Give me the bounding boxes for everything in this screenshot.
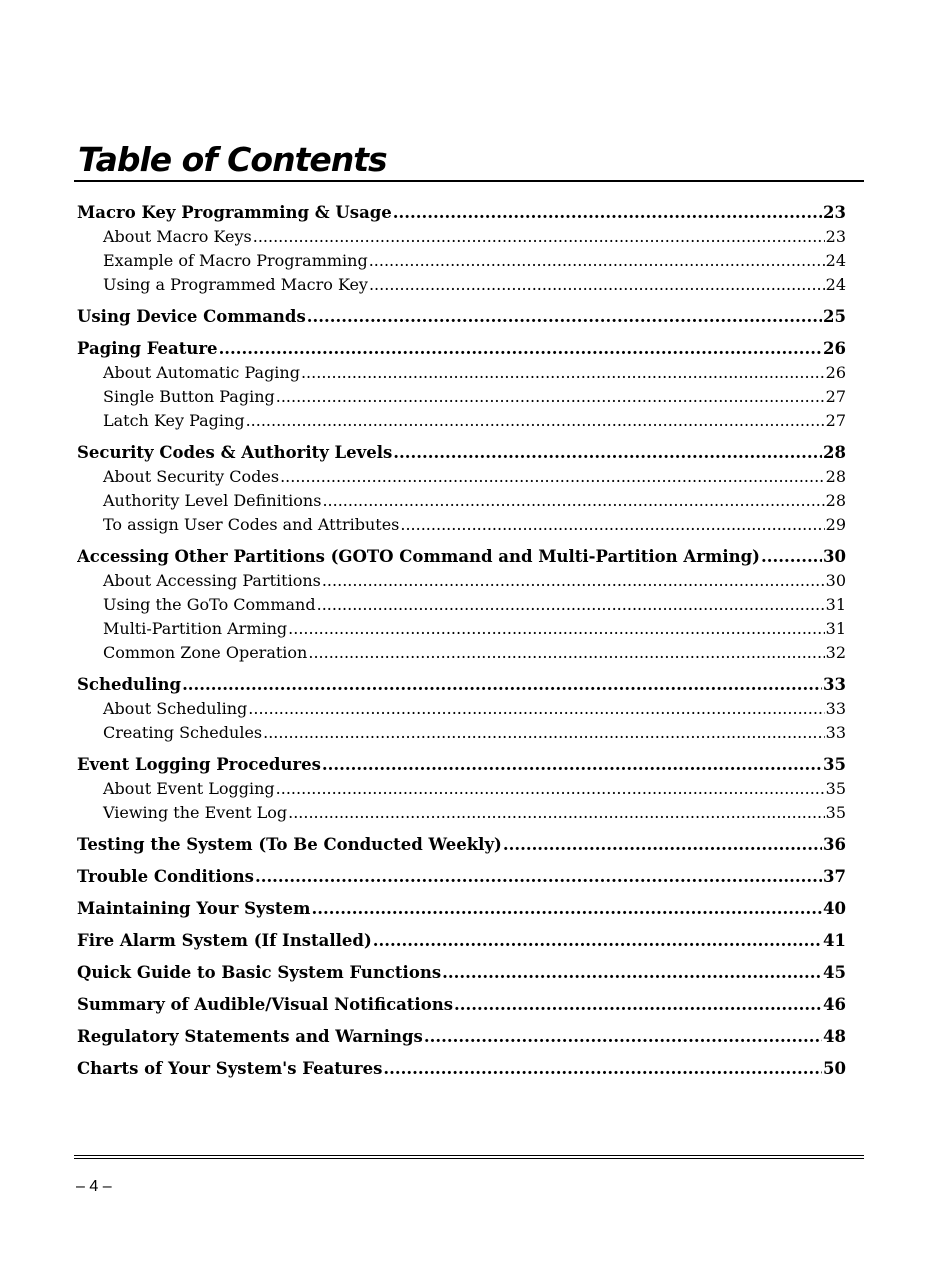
page-title: Table of Contents [78, 140, 387, 179]
toc-page-number: 29 [825, 515, 846, 534]
toc-section-title: Maintaining Your System [77, 899, 311, 918]
toc-subsection-title: Common Zone Operation [103, 643, 308, 662]
toc-section-entry [77, 1057, 846, 1081]
toc-subsection-title: About Event Logging [103, 779, 275, 798]
toc-section-entry [77, 897, 846, 921]
toc-section-title: Accessing Other Partitions (GOTO Command and Multi-Partition Arming) [77, 547, 760, 566]
toc-subsection-title: Single Button Paging [103, 387, 275, 406]
dot-leader [248, 697, 824, 721]
dot-leader [255, 865, 822, 889]
toc-page-number: 23 [823, 203, 846, 222]
dot-leader [393, 201, 822, 225]
page-number: – 4 – [76, 1178, 112, 1195]
footer-divider-bottom [74, 1158, 864, 1159]
dot-leader [276, 777, 825, 801]
dot-leader [317, 593, 825, 617]
toc-subsection-entry [77, 489, 846, 513]
toc-section-group [77, 993, 846, 1017]
toc-section-title: Paging Feature [77, 339, 218, 358]
toc-section-entry [77, 441, 846, 465]
toc-page-number: 24 [825, 251, 846, 270]
toc-page-number: 35 [825, 779, 846, 798]
dot-leader [322, 753, 822, 777]
toc-page-number: 31 [825, 619, 846, 638]
toc-subsection-entry [77, 273, 846, 297]
toc-page-number: 28 [825, 467, 846, 486]
toc-subsection-entry [77, 593, 846, 617]
toc-page-number: 26 [823, 339, 846, 358]
toc-subsection-entry [77, 465, 846, 489]
toc-section-title: Scheduling [77, 675, 182, 694]
dot-leader [307, 305, 822, 329]
toc-section-title: Using Device Commands [77, 307, 306, 326]
toc-section-group [77, 673, 846, 745]
toc-section-entry [77, 753, 846, 777]
toc-subsection-title: Viewing the Event Log [103, 803, 288, 822]
toc-section-group [77, 201, 846, 297]
toc-subsection-entry [77, 697, 846, 721]
toc-subsection-entry [77, 569, 846, 593]
toc-page-number: 24 [825, 275, 846, 294]
toc-section-title: Trouble Conditions [77, 867, 254, 886]
dot-leader [288, 617, 824, 641]
toc-subsection-entry [77, 385, 846, 409]
toc-subsection-title: Creating Schedules [103, 723, 263, 742]
toc-page-number: 50 [823, 1059, 846, 1078]
dot-leader [280, 465, 825, 489]
dot-leader [373, 929, 822, 953]
toc-subsection-title: To assign User Codes and Attributes [103, 515, 400, 534]
dot-leader [322, 489, 824, 513]
toc-page-number: 45 [823, 963, 846, 982]
dot-leader [246, 409, 825, 433]
toc-section-title: Macro Key Programming & Usage [77, 203, 392, 222]
toc-section-entry [77, 833, 846, 857]
toc-section-group [77, 1057, 846, 1081]
toc-section-entry [77, 1025, 846, 1049]
toc-subsection-title: About Scheduling [103, 699, 248, 718]
toc-subsection-title: About Security Codes [103, 467, 280, 486]
toc-section-group [77, 897, 846, 921]
toc-page-number: 37 [823, 867, 846, 886]
toc-page-number: 23 [825, 227, 846, 246]
toc-section-group [77, 1025, 846, 1049]
toc-subsection-title: Authority Level Definitions [103, 491, 322, 510]
toc-section-entry [77, 337, 846, 361]
toc-section-title: Event Logging Procedures [77, 755, 321, 774]
dot-leader [276, 385, 825, 409]
toc-section-title: Regulatory Statements and Warnings [77, 1027, 423, 1046]
toc-page-number: 28 [825, 491, 846, 510]
dot-leader [219, 337, 822, 361]
toc-section-title: Testing the System (To Be Conducted Weekly) [77, 835, 502, 854]
toc-subsection-title: About Macro Keys [103, 227, 252, 246]
toc-page-number: 40 [823, 899, 846, 918]
toc-page-number: 27 [825, 411, 846, 430]
toc-page-number: 33 [823, 675, 846, 694]
toc-page-number: 30 [825, 571, 846, 590]
toc-section-entry [77, 673, 846, 697]
toc-page-number: 46 [823, 995, 846, 1014]
toc-subsection-entry [77, 641, 846, 665]
toc-subsection-entry [77, 361, 846, 385]
toc-subsection-entry [77, 777, 846, 801]
toc-subsection-title: Multi-Partition Arming [103, 619, 288, 638]
toc-section-entry [77, 961, 846, 985]
toc-page-number: 36 [823, 835, 846, 854]
toc-section-group [77, 833, 846, 857]
toc-subsection-entry [77, 801, 846, 825]
toc-section-title: Security Codes & Authority Levels [77, 443, 393, 462]
toc-section-title: Quick Guide to Basic System Functions [77, 963, 442, 982]
dot-leader [442, 961, 822, 985]
toc-subsection-entry [77, 617, 846, 641]
toc-page-number: 33 [825, 699, 846, 718]
dot-leader [322, 569, 825, 593]
toc-page-number: 28 [823, 443, 846, 462]
dot-leader [369, 249, 825, 273]
toc-section-group [77, 441, 846, 537]
toc-page-number: 33 [825, 723, 846, 742]
toc-subsection-title: Latch Key Paging [103, 411, 245, 430]
toc-page-number: 31 [825, 595, 846, 614]
toc-section-title: Charts of Your System's Features [77, 1059, 383, 1078]
toc-subsection-title: About Accessing Partitions [103, 571, 321, 590]
dot-leader [454, 993, 822, 1017]
toc-section-entry [77, 545, 846, 569]
toc-page-number: 26 [825, 363, 846, 382]
dot-leader [503, 833, 822, 857]
toc-subsection-entry [77, 721, 846, 745]
toc-page-number: 25 [823, 307, 846, 326]
toc-subsection-title: Using the GoTo Command [103, 595, 316, 614]
dot-leader [301, 361, 825, 385]
toc-page-number: 48 [823, 1027, 846, 1046]
dot-leader [761, 545, 822, 569]
toc-page-number: 30 [823, 547, 846, 566]
dot-leader [424, 1025, 822, 1049]
dot-leader [400, 513, 824, 537]
toc-page-number: 35 [825, 803, 846, 822]
dot-leader [182, 673, 822, 697]
dot-leader [369, 273, 825, 297]
toc-page-number: 27 [825, 387, 846, 406]
toc-section-entry [77, 929, 846, 953]
toc-section-title: Fire Alarm System (If Installed) [77, 931, 372, 950]
toc-section-group [77, 545, 846, 665]
toc-subsection-title: Using a Programmed Macro Key [103, 275, 368, 294]
toc-section-entry [77, 865, 846, 889]
toc-section-group [77, 753, 846, 825]
toc-section-group [77, 961, 846, 985]
dot-leader [383, 1057, 822, 1081]
dot-leader [263, 721, 825, 745]
toc-subsection-entry [77, 249, 846, 273]
dot-leader [308, 641, 824, 665]
toc-subsection-title: About Automatic Paging [103, 363, 300, 382]
toc-subsection-title: Example of Macro Programming [103, 251, 368, 270]
toc-subsection-entry [77, 513, 846, 537]
dot-leader [312, 897, 823, 921]
dot-leader [253, 225, 825, 249]
toc-section-group [77, 337, 846, 433]
toc-page-number: 35 [823, 755, 846, 774]
footer-divider-top [74, 1155, 864, 1156]
dot-leader [393, 441, 822, 465]
toc-section-group [77, 865, 846, 889]
toc-subsection-entry [77, 225, 846, 249]
toc-section-title: Summary of Audible/Visual Notifications [77, 995, 453, 1014]
title-divider [74, 180, 864, 182]
toc-subsection-entry [77, 409, 846, 433]
dot-leader [288, 801, 825, 825]
toc-section-group [77, 929, 846, 953]
table-of-contents [77, 201, 846, 1089]
toc-section-entry [77, 305, 846, 329]
toc-section-group [77, 305, 846, 329]
toc-page-number: 32 [825, 643, 846, 662]
toc-page-number: 41 [823, 931, 846, 950]
toc-section-entry [77, 993, 846, 1017]
toc-section-entry [77, 201, 846, 225]
